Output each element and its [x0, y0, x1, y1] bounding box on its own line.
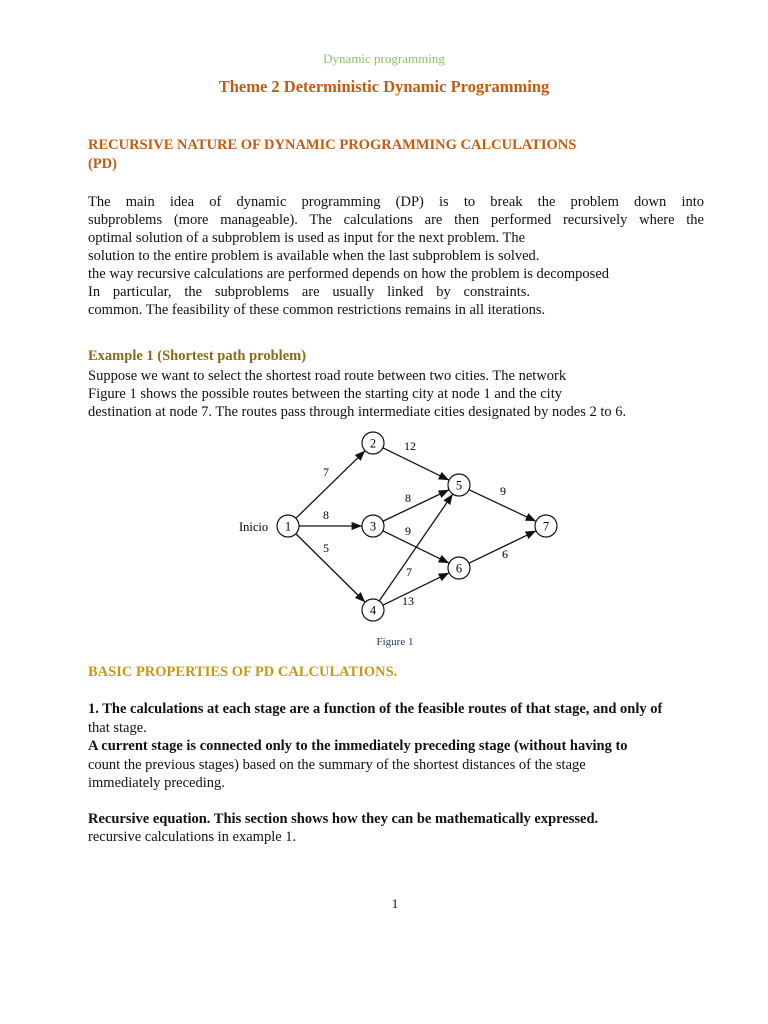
property-1-rest: that stage. — [88, 719, 147, 736]
paragraph-line: Suppose we want to select the shortest road route between two cities. The network — [88, 368, 567, 384]
intro-paragraph — [88, 193, 704, 319]
edge-weight-label: 9 — [405, 524, 411, 538]
example-title: Example 1 (Shortest path problem) — [88, 348, 307, 364]
edge-weight-label: 9 — [500, 484, 506, 498]
property-1-bold: 1. The calculations at each stage are a function of the feasible routes of that stage, and only of — [88, 701, 663, 717]
edge-3-5 — [383, 490, 449, 522]
node-label: 3 — [369, 519, 377, 534]
node-label: 6 — [455, 561, 463, 576]
paragraph-line: Figure 1 shows the possible routes between the starting city at node 1 and the city — [88, 386, 562, 402]
edge-4-5 — [379, 494, 453, 601]
property-2-bold: A current stage is connected only to the immediately preceding stage (without having to — [88, 738, 628, 754]
network-diagram — [222, 428, 562, 624]
edge-weight-label: 13 — [402, 594, 414, 608]
paragraph-line: destination at node 7. The routes pass through intermediate cities designated by nodes 2 to 6. — [88, 404, 627, 420]
paragraph-line: optimal solution of a subproblem is used as input for the next problem. The — [88, 230, 526, 246]
edge-weight-label: 6 — [502, 547, 508, 561]
section-heading-line1: RECURSIVE NATURE OF DYNAMIC PROGRAMMING CALCULATIONS — [88, 137, 577, 153]
section-heading-recursive — [88, 136, 688, 174]
paragraph-line: the way recursive calculations are performed depends on how the problem is decomposed — [88, 266, 610, 282]
properties-paragraph — [88, 700, 704, 847]
node-label: 7 — [542, 519, 550, 534]
section-heading-properties: BASIC PROPERTIES OF PD CALCULATIONS. — [88, 664, 398, 680]
edge-weight-label: 5 — [323, 541, 329, 555]
page-number: 1 — [391, 896, 399, 911]
edge-weight-label: 12 — [404, 439, 416, 453]
edge-weight-label: 8 — [405, 491, 411, 505]
edge-weight-label: 7 — [406, 565, 412, 579]
node-label: 1 — [284, 519, 292, 534]
page-title: Theme 2 Deterministic Dynamic Programming — [218, 77, 550, 96]
paragraph-line: solution to the entire problem is available when the last subproblem is solved. — [88, 248, 540, 264]
property-2-rest: immediately preceding. — [88, 775, 225, 791]
example-paragraph — [88, 367, 704, 421]
section-heading-line2: (PD) — [88, 156, 117, 172]
node-label: 4 — [369, 603, 377, 618]
running-header: Dynamic programming — [323, 51, 445, 66]
property-2-rest: count the previous stages) based on the summary of the shortest distances of the stage — [88, 756, 586, 773]
paragraph-line: The main idea of dynamic programming (DP) is to break the problem down into — [88, 194, 704, 210]
edge-4-6 — [383, 573, 449, 605]
edge-2-5 — [383, 448, 449, 480]
node-label: 5 — [455, 478, 463, 493]
edge-1-2 — [296, 451, 365, 519]
paragraph-line: subproblems (more manageable). The calculations are then performed recursively where the — [88, 212, 704, 228]
start-label: Inicio — [239, 520, 269, 534]
paragraph-line: In particular, the subproblems are usually linked by constraints. — [88, 284, 530, 300]
network-figure — [222, 428, 562, 624]
edge-weight-label: 7 — [323, 465, 329, 479]
paragraph-line: common. The feasibility of these common restrictions remains in all iterations. — [88, 302, 546, 318]
recursive-equation-bold: Recursive equation. This section shows how they can be mathematically expressed. — [88, 810, 599, 827]
recursive-equation-rest: recursive calculations in example 1. — [88, 829, 297, 845]
edge-weight-label: 8 — [323, 508, 329, 522]
figure-caption: Figure 1 — [376, 636, 414, 648]
node-label: 2 — [369, 436, 377, 451]
edge-1-4 — [296, 534, 365, 603]
